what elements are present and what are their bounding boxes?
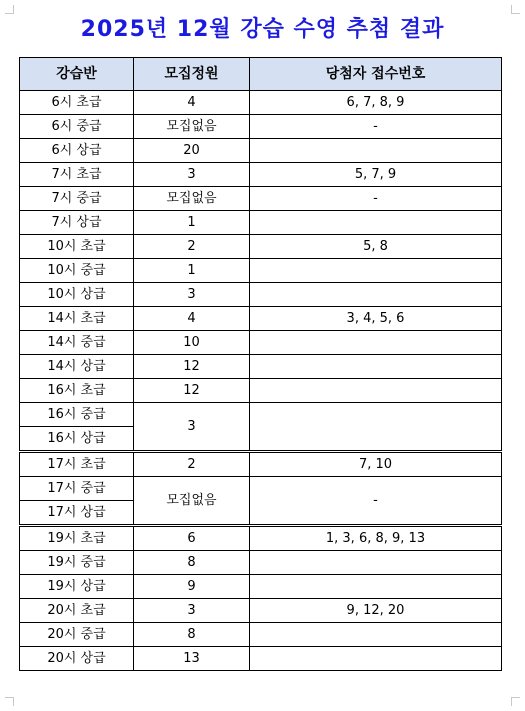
class-cell: 6시 중급 <box>20 115 134 139</box>
class-cell: 19시 중급 <box>20 551 134 575</box>
table-row <box>20 139 502 163</box>
winners-cell: 5, 7, 9 <box>250 163 502 187</box>
winners-cell <box>250 647 502 671</box>
class-cell: 16시 상급 <box>20 427 134 452</box>
table-row <box>20 355 502 379</box>
header-capacity: 모집정원 <box>134 58 250 91</box>
class-cell: 17시 초급 <box>20 452 134 477</box>
capacity-cell: 10 <box>134 331 250 355</box>
results-table <box>19 57 502 671</box>
class-cell: 14시 초급 <box>20 307 134 331</box>
capacity-cell: 4 <box>134 91 250 115</box>
winners-cell: 6, 7, 8, 9 <box>250 91 502 115</box>
winners-cell <box>250 403 502 452</box>
class-cell: 19시 초급 <box>20 526 134 551</box>
winners-cell: 5, 8 <box>250 235 502 259</box>
class-cell: 10시 중급 <box>20 259 134 283</box>
table-row <box>20 91 502 115</box>
class-cell: 7시 상급 <box>20 211 134 235</box>
winners-cell: 7, 10 <box>250 452 502 477</box>
class-cell: 6시 상급 <box>20 139 134 163</box>
capacity-cell: 8 <box>134 623 250 647</box>
capacity-cell: 모집없음 <box>134 115 250 139</box>
class-cell: 6시 초급 <box>20 91 134 115</box>
winners-cell <box>250 623 502 647</box>
capacity-cell: 모집없음 <box>134 187 250 211</box>
capacity-cell: 모집없음 <box>134 477 250 526</box>
class-cell: 20시 상급 <box>20 647 134 671</box>
table-row <box>20 647 502 671</box>
table-row <box>20 526 502 551</box>
table-row <box>20 452 502 477</box>
capacity-cell: 4 <box>134 307 250 331</box>
capacity-cell: 6 <box>134 526 250 551</box>
capacity-cell: 12 <box>134 379 250 403</box>
table-row <box>20 307 502 331</box>
table-row <box>20 283 502 307</box>
winners-cell <box>250 551 502 575</box>
page-corner-mark <box>5 697 14 706</box>
table-row <box>20 477 502 501</box>
table-row <box>20 379 502 403</box>
class-cell: 7시 초급 <box>20 163 134 187</box>
class-cell: 17시 중급 <box>20 477 134 501</box>
winners-cell: 1, 3, 6, 8, 9, 13 <box>250 526 502 551</box>
winners-cell <box>250 259 502 283</box>
capacity-cell: 2 <box>134 452 250 477</box>
page-corner-mark <box>511 697 520 706</box>
class-cell: 20시 중급 <box>20 623 134 647</box>
table-row <box>20 331 502 355</box>
class-cell: 20시 초급 <box>20 599 134 623</box>
capacity-cell: 1 <box>134 211 250 235</box>
class-cell: 16시 초급 <box>20 379 134 403</box>
table-row <box>20 211 502 235</box>
page-title: 2025년 12월 강습 수영 추첨 결과 <box>80 17 445 42</box>
header-class: 강습반 <box>20 58 134 91</box>
table-row <box>20 599 502 623</box>
winners-cell <box>250 379 502 403</box>
winners-cell: - <box>250 477 502 526</box>
capacity-cell: 3 <box>134 403 250 452</box>
class-cell: 14시 중급 <box>20 331 134 355</box>
capacity-cell: 3 <box>134 599 250 623</box>
capacity-cell: 2 <box>134 235 250 259</box>
table-row <box>20 187 502 211</box>
table-row <box>20 259 502 283</box>
winners-cell: 9, 12, 20 <box>250 599 502 623</box>
header-winners: 당첨자 접수번호 <box>250 58 502 91</box>
winners-cell <box>250 283 502 307</box>
table-row <box>20 403 502 427</box>
class-cell: 19시 상급 <box>20 575 134 599</box>
table-row <box>20 163 502 187</box>
class-cell: 14시 상급 <box>20 355 134 379</box>
winners-cell: - <box>250 187 502 211</box>
winners-cell <box>250 139 502 163</box>
capacity-cell: 20 <box>134 139 250 163</box>
table-row <box>20 623 502 647</box>
capacity-cell: 8 <box>134 551 250 575</box>
class-cell: 10시 상급 <box>20 283 134 307</box>
capacity-cell: 3 <box>134 163 250 187</box>
table-row <box>20 551 502 575</box>
capacity-cell: 3 <box>134 283 250 307</box>
capacity-cell: 12 <box>134 355 250 379</box>
winners-cell <box>250 331 502 355</box>
class-cell: 10시 초급 <box>20 235 134 259</box>
class-cell: 7시 중급 <box>20 187 134 211</box>
capacity-cell: 1 <box>134 259 250 283</box>
winners-cell <box>250 355 502 379</box>
winners-cell: - <box>250 115 502 139</box>
table-row <box>20 235 502 259</box>
table-row <box>20 115 502 139</box>
winners-cell: 3, 4, 5, 6 <box>250 307 502 331</box>
capacity-cell: 13 <box>134 647 250 671</box>
capacity-cell: 9 <box>134 575 250 599</box>
class-cell: 16시 중급 <box>20 403 134 427</box>
table-header-row <box>20 58 502 91</box>
winners-cell <box>250 575 502 599</box>
winners-cell <box>250 211 502 235</box>
class-cell: 17시 상급 <box>20 501 134 526</box>
table-row <box>20 575 502 599</box>
